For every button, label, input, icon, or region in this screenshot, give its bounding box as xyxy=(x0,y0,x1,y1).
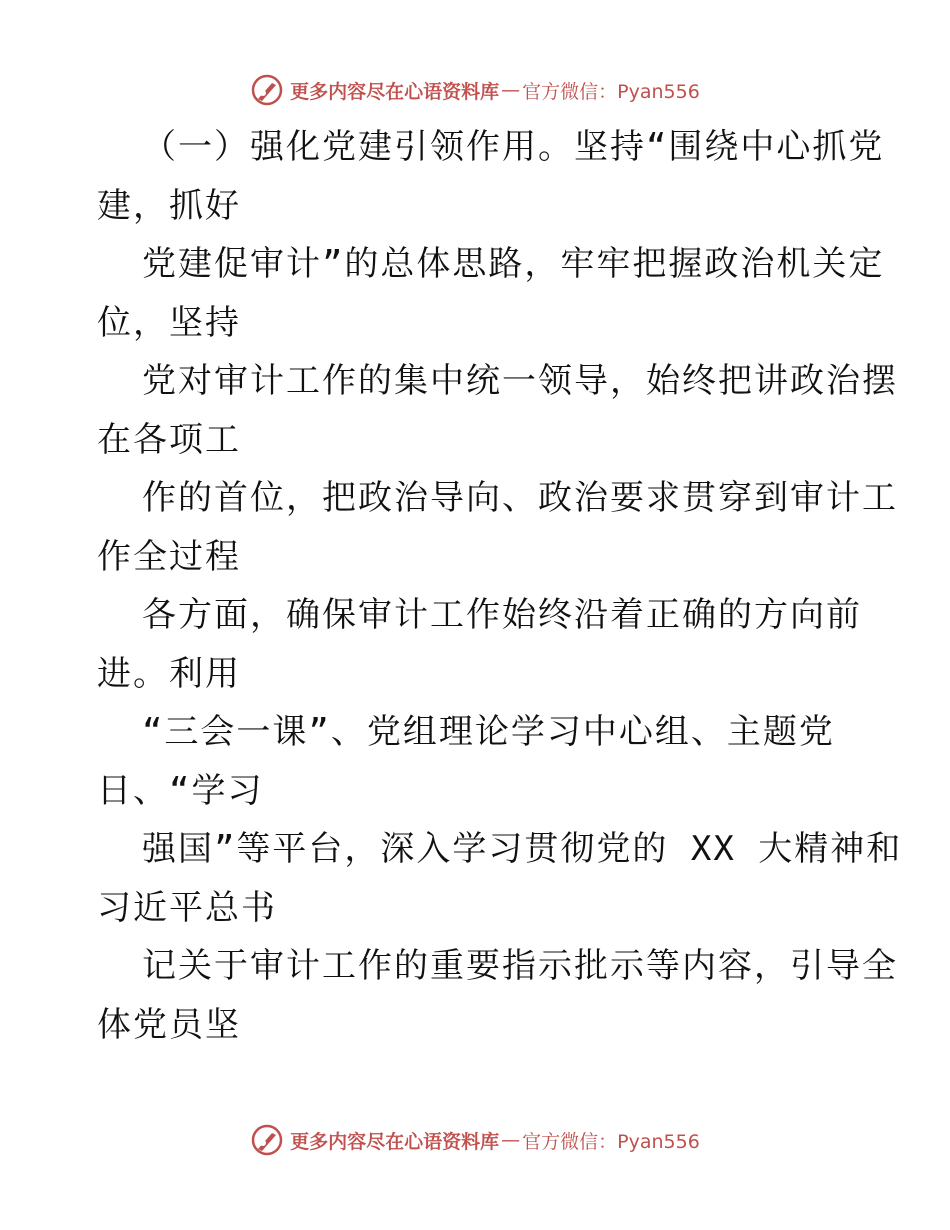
body-line: 建，抓好 xyxy=(97,185,241,226)
body-line: 体党员坚 xyxy=(97,1004,241,1045)
document-body xyxy=(97,118,903,1054)
body-line: （一）强化党建引领作用。坚持“围绕中心抓党 xyxy=(97,127,885,167)
body-line: 党建促审计”的总体思路，牢牢把握政治机关定 xyxy=(97,244,885,284)
body-line: 党对审计工作的集中统一领导，始终把讲政治摆 xyxy=(97,361,898,401)
pen-logo-icon xyxy=(250,73,284,107)
header-banner xyxy=(0,70,950,110)
body-line: “三会一课”、党组理论学习中心组、主题党 xyxy=(97,712,835,752)
footer-wechat-text: 官方微信：Pyan556 xyxy=(522,1130,700,1153)
body-line: 日、“学习 xyxy=(97,770,264,811)
footer-banner xyxy=(0,1120,950,1160)
footer-site-text: 更多内容尽在心语资料库 xyxy=(290,1130,500,1153)
body-line: 习近平总书 xyxy=(97,887,277,928)
footer-dash: — xyxy=(501,1129,521,1151)
header-dash: — xyxy=(501,79,521,101)
body-line: 各方面，确保审计工作始终沿着正确的方向前 xyxy=(97,595,862,635)
pen-logo-icon xyxy=(250,1123,284,1157)
body-line: 进。利用 xyxy=(97,653,241,694)
body-line: 记关于审计工作的重要指示批示等内容，引导全 xyxy=(97,946,898,986)
body-line: 强国”等平台，深入学习贯彻党的 XX 大精神和 xyxy=(97,829,903,869)
header-wechat-text: 官方微信：Pyan556 xyxy=(522,80,700,103)
body-line: 在各项工 xyxy=(97,419,241,460)
body-line: 作的首位，把政治导向、政治要求贯穿到审计工 xyxy=(97,478,898,518)
body-line: 位，坚持 xyxy=(97,302,241,343)
header-site-text: 更多内容尽在心语资料库 xyxy=(290,80,500,103)
body-line: 作全过程 xyxy=(97,536,241,577)
